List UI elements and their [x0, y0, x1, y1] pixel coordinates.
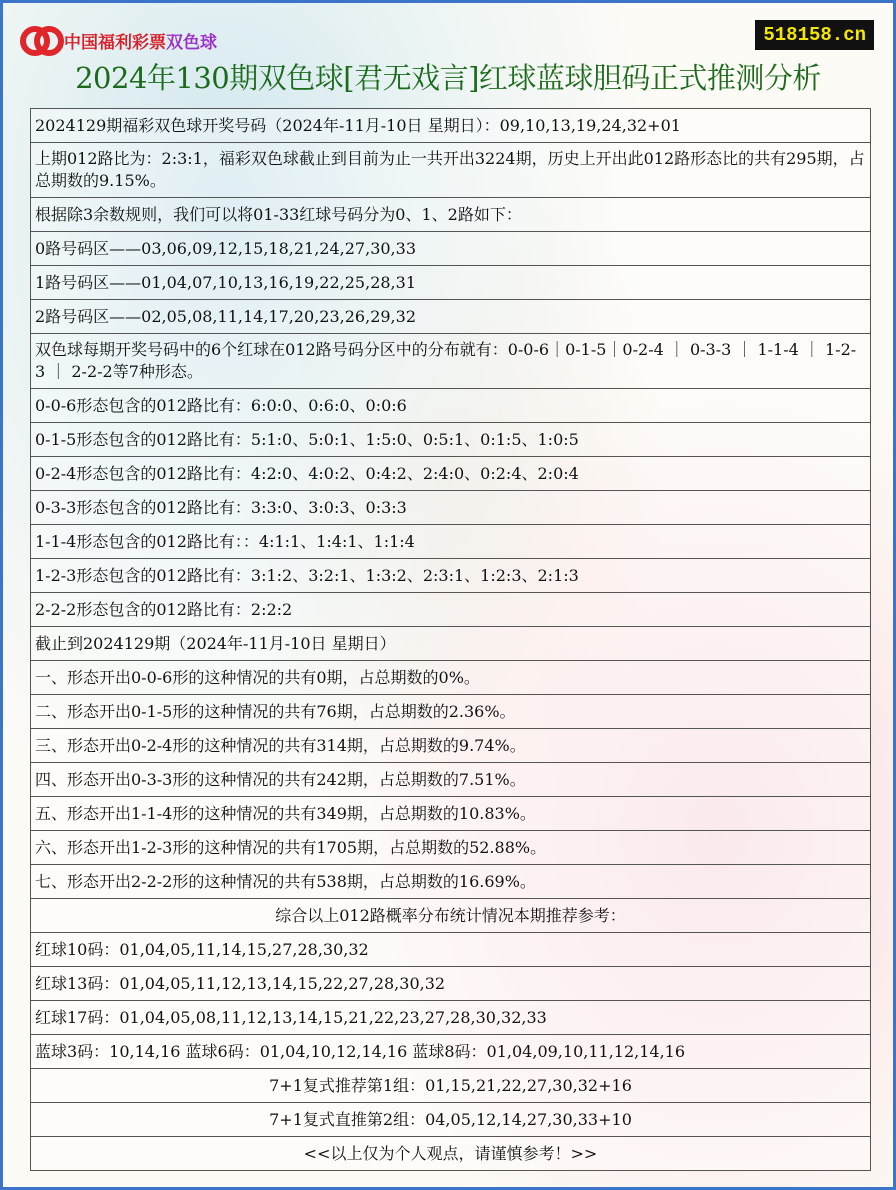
table-row: [31, 1001, 871, 1035]
row-text: 三、形态开出0-2-4形的这种情况的共有314期，占总期数的9.74%。: [31, 729, 871, 763]
row-text: 1路号码区——01,04,07,10,13,16,19,22,25,28,31: [31, 266, 871, 300]
row-text: 截止到2024129期（2024年-11月-10日 星期日）: [31, 627, 871, 661]
table-row: [31, 559, 871, 593]
logo-brand: 双色球: [166, 32, 217, 53]
table-row: [31, 232, 871, 266]
table-row: [31, 627, 871, 661]
logo-text: 中国福利彩票: [64, 32, 166, 53]
row-text: 0-0-6形态包含的012路比有：6:0:0、0:6:0、0:0:6: [31, 389, 871, 423]
table-row: [31, 525, 871, 559]
row-text: 综合以上012路概率分布统计情况本期推荐参考：: [31, 899, 871, 933]
table-row: [31, 593, 871, 627]
row-text: 1-2-3形态包含的012路比有：3:1:2、3:2:1、1:3:2、2:3:1、1:2:3、2:1:3: [31, 559, 871, 593]
row-text: 红球17码：01,04,05,08,11,12,13,14,15,21,22,23,27,28,30,32,33: [31, 1001, 871, 1035]
table-row: [31, 266, 871, 300]
row-text: 七、形态开出2-2-2形的这种情况的共有538期，占总期数的16.69%。: [31, 865, 871, 899]
row-text: 蓝球3码：10,14,16 蓝球6码：01,04,10,12,14,16 蓝球8码：01,04,09,10,11,12,14,16: [31, 1035, 871, 1069]
table-row: [31, 763, 871, 797]
table-row: [31, 109, 871, 143]
table-row: [31, 695, 871, 729]
row-text: 双色球每期开奖号码中的6个红球在012路号码分区中的分布就有：0-0-6｜0-1-5｜0-2-4 ｜ 0-3-3 ｜ 1-1-4 ｜ 1-2-3 ｜ 2-2-2等7种形态。: [31, 334, 871, 389]
row-text: <<以上仅为个人观点，请谨慎参考！>>: [31, 1137, 871, 1171]
row-text: 2024129期福彩双色球开奖号码（2024年-11月-10日 星期日）：09,10,13,19,24,32+01: [31, 109, 871, 143]
table-row: [31, 457, 871, 491]
table-row: [31, 1103, 871, 1137]
row-text: 六、形态开出1-2-3形的这种情况的共有1705期，占总期数的52.88%。: [31, 831, 871, 865]
cwl-logo-icon: [20, 22, 60, 58]
row-text: 一、形态开出0-0-6形的这种情况的共有0期，占总期数的0%。: [31, 661, 871, 695]
table-row: [31, 334, 871, 389]
row-text: 2路号码区——02,05,08,11,14,17,20,23,26,29,32: [31, 300, 871, 334]
row-text: 7+1复式直推第2组：04,05,12,14,27,30,33+10: [31, 1103, 871, 1137]
table-row: [31, 831, 871, 865]
row-text: 1-1-4形态包含的012路比有：：4:1:1、1:4:1、1:1:4: [31, 525, 871, 559]
row-text: 7+1复式推荐第1组：01,15,21,22,27,30,32+16: [31, 1069, 871, 1103]
table-row: [31, 661, 871, 695]
row-text: 红球13码：01,04,05,11,12,13,14,15,22,27,28,30,32: [31, 967, 871, 1001]
row-text: 四、形态开出0-3-3形的这种情况的共有242期，占总期数的7.51%。: [31, 763, 871, 797]
table-row: [31, 423, 871, 457]
row-text: 根据除3余数规则，我们可以将01-33红球号码分为0、1、2路如下：: [31, 198, 871, 232]
table-row: [31, 933, 871, 967]
table-row: [31, 1069, 871, 1103]
lottery-logo: [20, 22, 217, 58]
table-row: [31, 491, 871, 525]
table-row: [31, 300, 871, 334]
row-text: 0路号码区——03,06,09,12,15,18,21,24,27,30,33: [31, 232, 871, 266]
table-row: [31, 865, 871, 899]
table-row: [31, 729, 871, 763]
row-text: 0-3-3形态包含的012路比有：3:3:0、3:0:3、0:3:3: [31, 491, 871, 525]
table-row: [31, 198, 871, 232]
row-text: 2-2-2形态包含的012路比有：2:2:2: [31, 593, 871, 627]
site-badge[interactable]: 518158.cn: [755, 20, 874, 50]
row-text: 红球10码：01,04,05,11,14,15,27,28,30,32: [31, 933, 871, 967]
row-text: 上期012路比为：2:3:1，福彩双色球截止到目前为止一共开出3224期，历史上开出此012路形态比的共有295期，占总期数的9.15%。: [31, 143, 871, 198]
page-title: 2024年130期双色球[君无戏言]红球蓝球胆码正式推测分析: [75, 61, 821, 95]
analysis-table: [30, 108, 871, 1171]
row-text: 0-2-4形态包含的012路比有：4:2:0、4:0:2、0:4:2、2:4:0、0:2:4、2:0:4: [31, 457, 871, 491]
row-text: 二、形态开出0-1-5形的这种情况的共有76期，占总期数的2.36%。: [31, 695, 871, 729]
row-text: 0-1-5形态包含的012路比有：5:1:0、5:0:1、1:5:0、0:5:1、0:1:5、1:0:5: [31, 423, 871, 457]
table-row: [31, 143, 871, 198]
row-text: 五、形态开出1-1-4形的这种情况的共有349期，占总期数的10.83%。: [31, 797, 871, 831]
table-row: [31, 1137, 871, 1171]
table-row: [31, 967, 871, 1001]
table-row: [31, 389, 871, 423]
table-row: [31, 797, 871, 831]
table-row: [31, 1035, 871, 1069]
table-row: [31, 899, 871, 933]
